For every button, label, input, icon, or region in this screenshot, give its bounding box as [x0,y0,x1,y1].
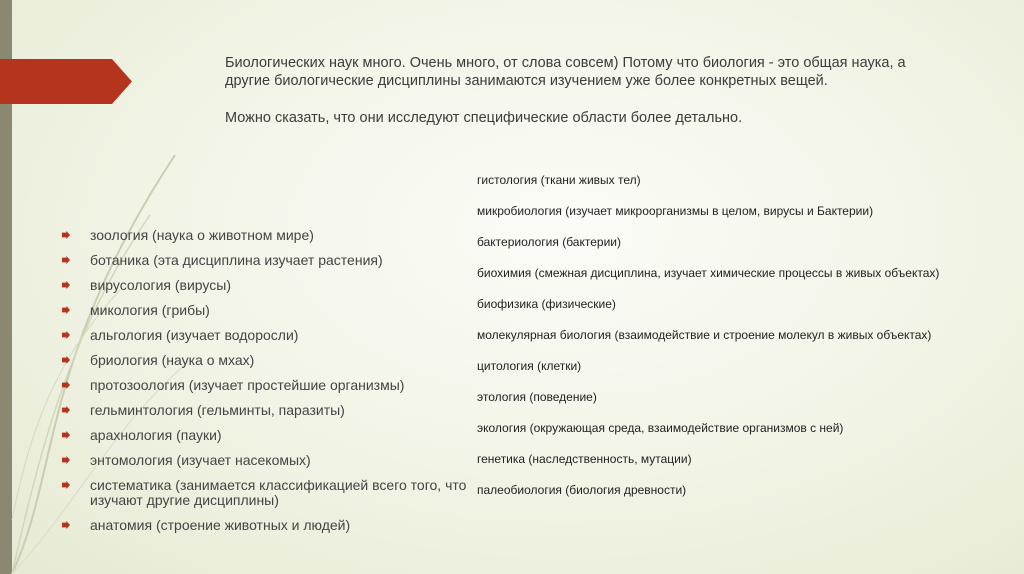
list-item [62,303,472,318]
list-item [62,453,472,468]
list-item: молекулярная биология (взаимодействие и строение молекул в живых объектах) [477,328,932,342]
list-item-text: анатомия (строение животных и людей) [90,517,351,533]
list-item [62,353,472,368]
arrow-bullet-icon [62,231,70,239]
list-item: палеобиология (биология древности) [477,483,687,497]
list-item-text: систематика (занимается классификацией всего того, что изучают другие дисциплины) [90,477,467,508]
arrow-bullet-icon [62,406,70,414]
intro-paragraph-2: Можно сказать, что они исследуют специфические области более детально. [225,110,743,126]
list-item-text: бриология (наука о мхах) [90,352,255,368]
list-item: гистология (ткани живых тел) [477,173,641,187]
list-item: генетика (наследственность, мутации) [477,452,692,466]
list-item: экология (окружающая среда, взаимодействие организмов с ней) [477,421,844,435]
list-item: цитология (клетки) [477,359,582,373]
title-accent-tab [0,59,132,104]
list-item [62,478,472,508]
arrow-bullet-icon [62,481,70,489]
intro-text [225,55,945,128]
list-item: биофизика (физические) [477,297,616,311]
list-item-text: ботаника (эта дисциплина изучает растения) [90,252,383,268]
list-item-text: вирусология (вирусы) [90,277,231,293]
list-item [62,253,472,268]
list-item-text: микология (грибы) [90,302,210,318]
arrow-bullet-icon [62,356,70,364]
arrow-bullet-icon [62,431,70,439]
list-item-text: гельминтология (гельминты, паразиты) [90,402,345,418]
arrow-bullet-icon [62,281,70,289]
arrow-bullet-icon [62,256,70,264]
intro-paragraph-1: Биологических наук много. Очень много, от слова совсем) Потому что биология - это общая наука, а другие биологические дисциплины занимаются изучением уже более конкретных вещей. [225,55,906,89]
list-item [62,328,472,343]
arrow-bullet-icon [62,331,70,339]
right-discipline-list [477,173,957,514]
arrow-bullet-icon [62,381,70,389]
left-discipline-list [62,228,472,543]
list-item [62,403,472,418]
list-item [62,278,472,293]
list-item [62,428,472,443]
list-item-text: протозоология (изучает простейшие организмы) [90,377,405,393]
list-item [62,518,472,533]
list-item-text: энтомология (изучает насекомых) [90,452,311,468]
list-item: этология (поведение) [477,390,597,404]
list-item: микробиология (изучает микроорганизмы в целом, вирусы и Бактерии) [477,204,874,218]
list-item [62,378,472,393]
arrow-bullet-icon [62,306,70,314]
arrow-bullet-icon [62,456,70,464]
arrow-bullet-icon [62,521,70,529]
list-item-text: арахнология (пауки) [90,427,222,443]
list-item-text: альгология (изучает водоросли) [90,327,299,343]
list-item [62,228,472,243]
list-item: бактериология (бактерии) [477,235,621,249]
list-item-text: зоология (наука о животном мире) [90,227,314,243]
list-item: биохимия (смежная дисциплина, изучает химические процессы в живых объектах) [477,266,940,280]
